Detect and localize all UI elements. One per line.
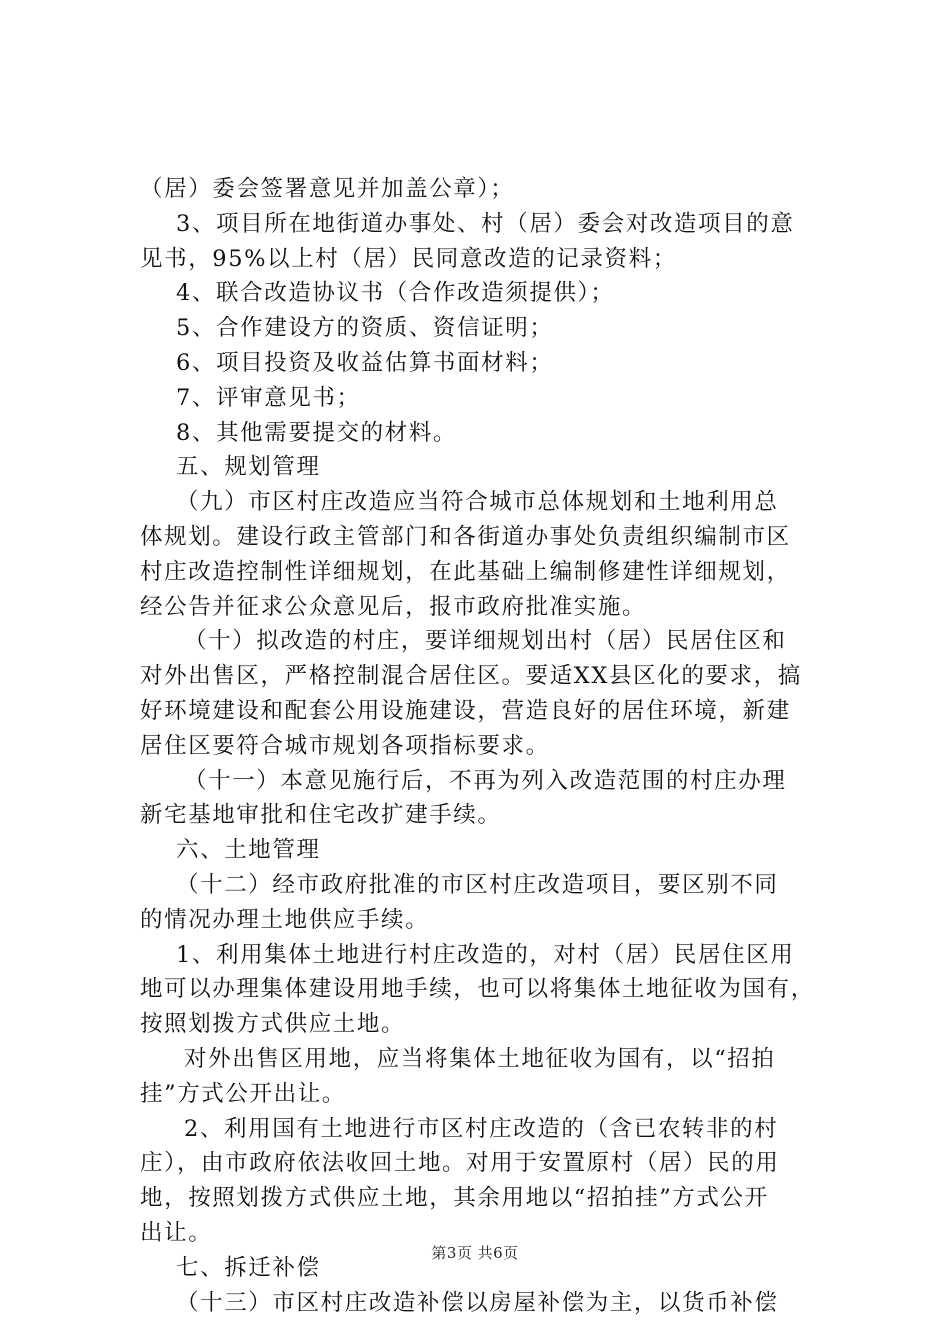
text-line: 体规划。建设行政主管部门和各街道办事处负责组织编制市区 xyxy=(140,523,791,550)
text-line: （十三）市区村庄改造补偿以房屋补偿为主，以货币补偿 xyxy=(176,1289,779,1316)
text-line: （九）市区村庄改造应当符合城市总体规划和土地利用总 xyxy=(176,489,779,516)
text-line: 4、联合改造协议书（合作改造须提供）； xyxy=(176,280,615,307)
document-body xyxy=(140,172,840,1320)
text-line: 对外出售区用地，应当将集体土地征收为国有，以“招拍 xyxy=(184,1045,776,1072)
section-heading: 七、拆迁补偿 xyxy=(176,1254,321,1281)
text-line: 1、利用集体土地进行村庄改造的，对村（居）民居住区用 xyxy=(176,941,795,968)
text-line: 地，按照划拨方式供应土地，其余用地以“招拍挂”方式公开 xyxy=(140,1185,769,1212)
page-number: 第3页 共6页 xyxy=(431,1244,519,1262)
text-line: 新宅基地审批和住宅改扩建手续。 xyxy=(140,802,502,829)
text-line: 6、项目投资及收益估算书面材料； xyxy=(176,349,554,376)
text-line: 挂”方式公开出让。 xyxy=(140,1080,346,1107)
text-line: （十）拟改造的村庄，要详细规划出村（居）民居住区和 xyxy=(184,628,787,655)
text-line: 8、其他需要提交的材料。 xyxy=(176,419,458,446)
text-line: 村庄改造控制性详细规划，在此基础上编制修建性详细规划， xyxy=(140,558,791,585)
text-line: 7、评审意见书； xyxy=(176,384,361,411)
text-line: 3、项目所在地街道办事处、村（居）委会对改造项目的意 xyxy=(176,210,795,237)
text-line: 见书，95%以上村（居）民同意改造的记录资料； xyxy=(140,245,677,272)
text-line: （十二）经市政府批准的市区村庄改造项目，要区别不同 xyxy=(176,871,779,898)
text-line: 好环境建设和配套公用设施建设，营造良好的居住环境，新建 xyxy=(140,697,791,724)
text-line: 的情况办理土地供应手续。 xyxy=(140,906,430,933)
page-footer xyxy=(0,1242,950,1263)
text-line: （十一）本意见施行后，不再为列入改造范围的村庄办理 xyxy=(184,767,787,794)
text-line: （居）委会签署意见并加盖公章）； xyxy=(140,176,515,202)
text-line: 庄），由市政府依法收回土地。对用于安置原村（居）民的用 xyxy=(140,1150,780,1177)
text-line: 经公告并征求公众意见后，报市政府批准实施。 xyxy=(140,593,647,620)
text-line: 2、利用国有土地进行市区村庄改造的（含已农转非的村 xyxy=(184,1115,779,1142)
section-heading: 五、规划管理 xyxy=(176,454,321,481)
text-line: 地可以办理集体建设用地手续，也可以将集体土地征收为国有， xyxy=(140,976,815,1003)
section-heading: 六、土地管理 xyxy=(176,837,321,864)
text-line: 出让。 xyxy=(140,1219,213,1246)
text-line: 对外出售区，严格控制混合居住区。要适XX县区化的要求，搞 xyxy=(140,663,802,690)
text-line: 按照划拨方式供应土地。 xyxy=(140,1011,406,1038)
text-line: 5、合作建设方的资质、资信证明； xyxy=(176,315,554,342)
text-line: 居住区要符合城市规划各项指标要求。 xyxy=(140,732,550,759)
